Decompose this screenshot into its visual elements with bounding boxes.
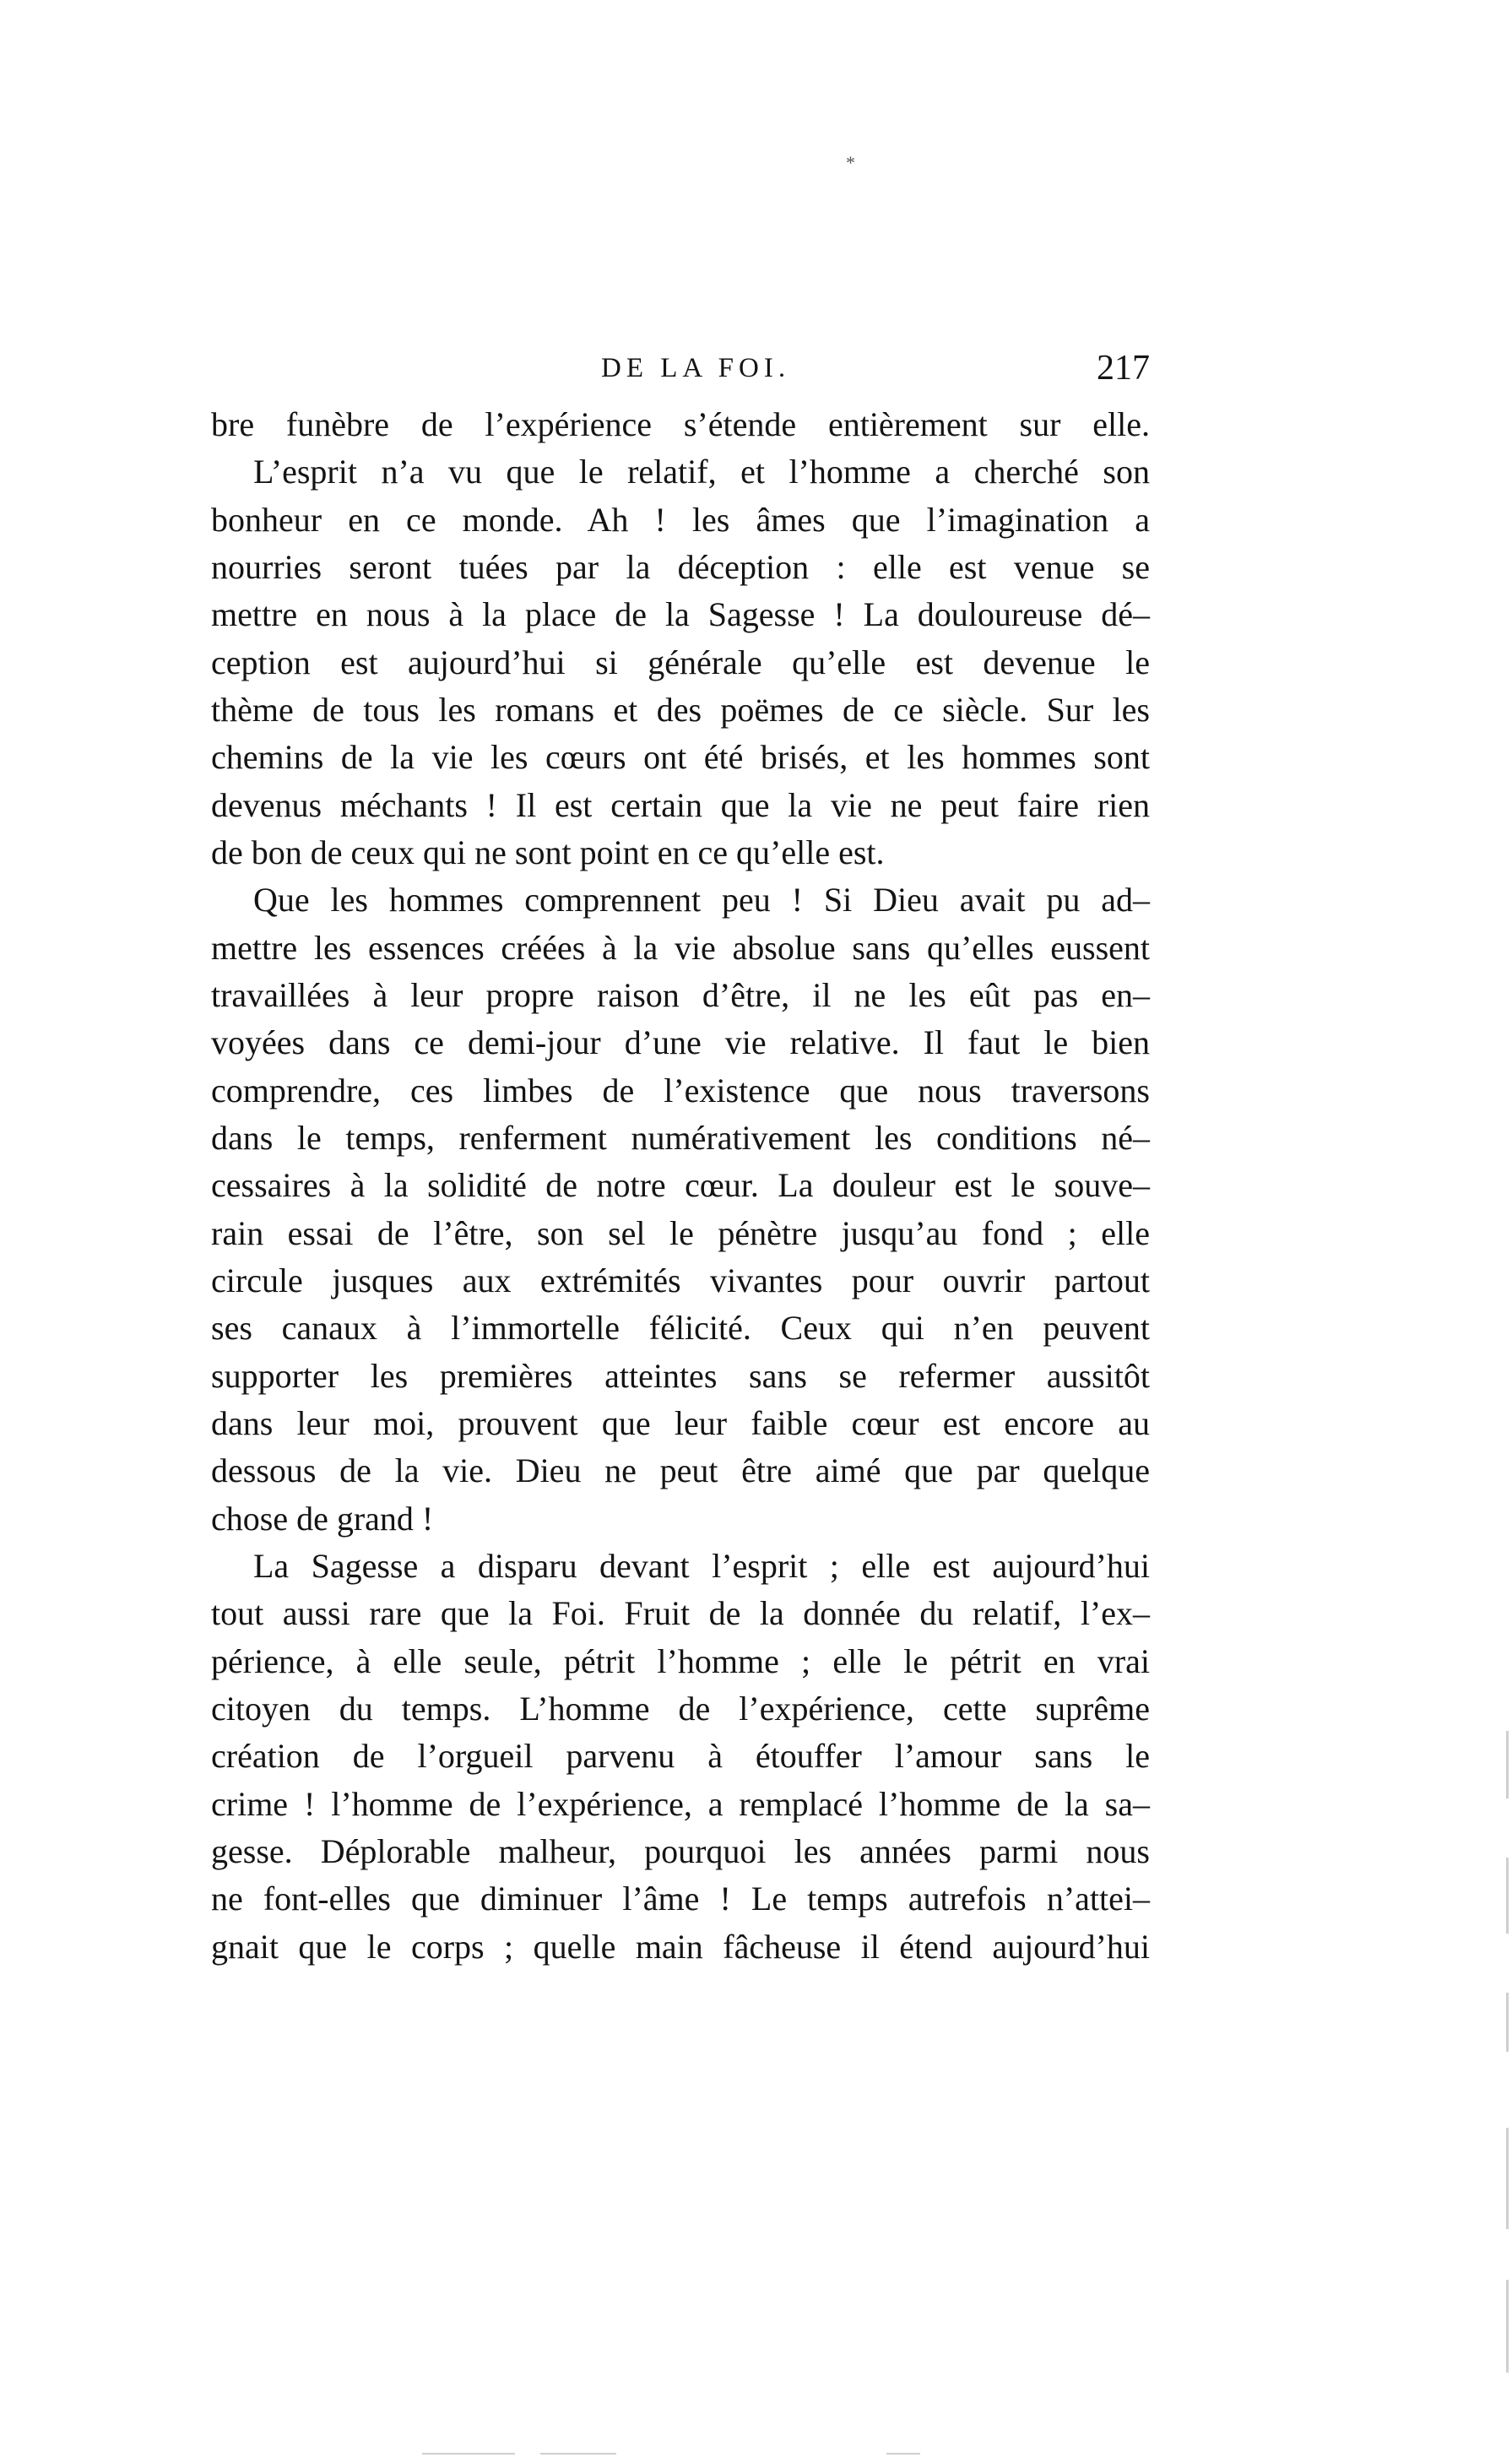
scan-edge-mark <box>1506 1993 1509 2052</box>
text-line: chose de grand ! <box>211 1500 434 1538</box>
text-line: L’esprit n’a vu que le relatif, et l’homme a cherché son <box>253 453 1150 491</box>
text-line: crime ! l’homme de l’expérience, a remplacé l’homme de la sa– <box>211 1785 1150 1823</box>
text-line: ses canaux à l’immortelle félicité. Ceux qui n’en peuvent <box>211 1309 1150 1347</box>
text-line: nourries seront tuées par la déception : elle est venue se <box>211 548 1150 586</box>
text-line: mettre en nous à la place de la Sagesse ! La douloureuse dé– <box>211 595 1150 633</box>
text-line: ception est aujourd’hui si générale qu’elle est devenue le <box>211 643 1150 681</box>
text-line: citoyen du temps. L’homme de l’expérience, cette suprême <box>211 1690 1150 1728</box>
text-line: bre funèbre de l’expérience s’étende entièrement sur elle. <box>211 405 1150 443</box>
text-line: voyées dans ce demi-jour d’une vie relative. Il faut le bien <box>211 1023 1150 1061</box>
stray-ink-mark: * <box>846 152 855 173</box>
text-line: La Sagesse a disparu devant l’esprit ; elle est aujourd’hui <box>253 1547 1150 1585</box>
scan-bottom-mark <box>540 2453 616 2455</box>
text-line: dessous de la vie. Dieu ne peut être aimé que par quelque <box>211 1451 1150 1489</box>
text-line: chemins de la vie les cœurs ont été brisés, et les hommes sont <box>211 738 1150 776</box>
text-line: création de l’orgueil parvenu à étouffer l’amour sans le <box>211 1737 1150 1775</box>
text-line: cessaires à la solidité de notre cœur. La douleur est le souve– <box>211 1166 1150 1204</box>
scan-edge-mark <box>1506 1858 1509 1934</box>
text-line: de bon de ceux qui ne sont point en ce qu’elle est. <box>211 833 885 871</box>
scan-bottom-mark <box>422 2453 515 2455</box>
text-line: dans le temps, renferment numérativement les conditions né– <box>211 1119 1150 1157</box>
text-line: tout aussi rare que la Foi. Fruit de la donnée du relatif, l’ex– <box>211 1594 1150 1632</box>
text-line: ne font-elles que diminuer l’âme ! Le temps autrefois n’attei– <box>211 1880 1150 1918</box>
text-line: Que les hommes comprennent peu ! Si Dieu avait pu ad– <box>253 881 1150 919</box>
running-head: DE LA FOI. <box>601 353 791 383</box>
text-line: comprendre, ces limbes de l’existence que nous traversons <box>211 1071 1150 1109</box>
text-line: périence, à elle seule, pétrit l’homme ; elle le pétrit en vrai <box>211 1642 1150 1680</box>
text-line: supporter les premières atteintes sans se refermer aussitôt <box>211 1357 1150 1395</box>
text-line: mettre les essences créées à la vie absolue sans qu’elles eussent <box>211 929 1150 967</box>
text-line: gnait que le corps ; quelle main fâcheuse il étend aujourd’hui <box>211 1928 1150 1966</box>
scan-edge-mark <box>1506 2128 1509 2229</box>
text-line: devenus méchants ! Il est certain que la vie ne peut faire rien <box>211 786 1150 824</box>
text-line: travaillées à leur propre raison d’être, il ne les eût pas en– <box>211 976 1150 1014</box>
text-line: rain essai de l’être, son sel le pénètre jusqu’au fond ; elle <box>211 1214 1150 1252</box>
text-line: dans leur moi, prouvent que leur faible cœur est encore au <box>211 1404 1150 1442</box>
scan-bottom-mark <box>886 2453 920 2455</box>
scan-edge-mark <box>1506 1731 1509 1798</box>
text-line: gesse. Déplorable malheur, pourquoi les années parmi nous <box>211 1832 1150 1870</box>
page-header <box>211 348 1150 399</box>
text-line: bonheur en ce monde. Ah ! les âmes que l’imagination a <box>211 501 1150 539</box>
text-line: thème de tous les romans et des poëmes de ce siècle. Sur les <box>211 691 1150 729</box>
scan-edge-mark <box>1506 2280 1509 2373</box>
text-line: circule jusques aux extrémités vivantes pour ouvrir partout <box>211 1261 1150 1299</box>
page-number: 217 <box>1097 349 1150 388</box>
